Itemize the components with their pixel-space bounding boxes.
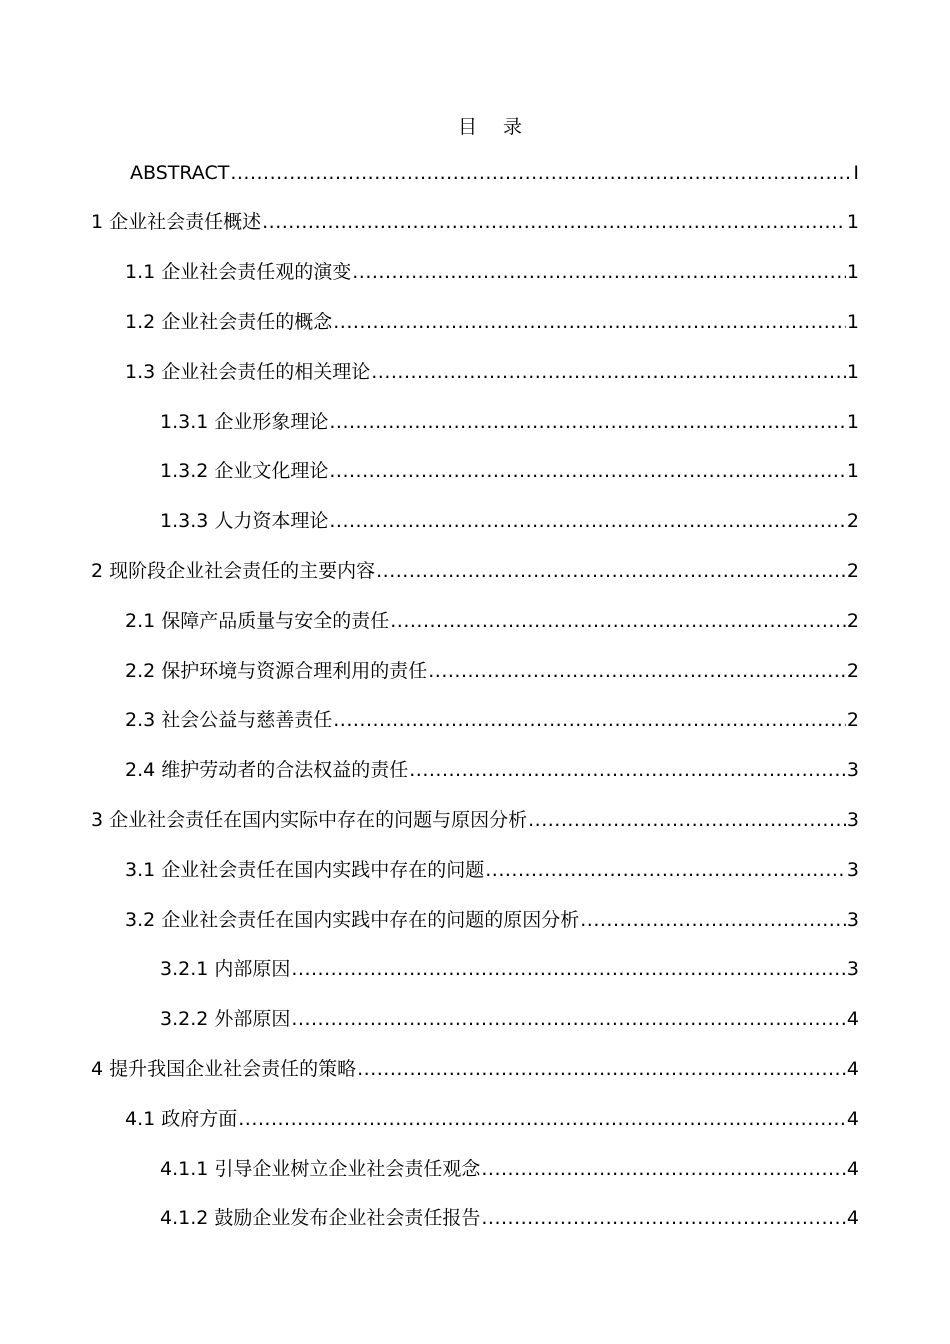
toc-entry-title: 3.2.1 内部原因 — [160, 958, 291, 981]
toc-entry-title: 1.3.1 企业形象理论 — [160, 410, 329, 433]
toc-entry-title: 3.2 企业社会责任在国内实践中存在的问题的原因分析 — [125, 908, 580, 931]
toc-leader-dots — [371, 363, 846, 382]
toc-leader-dots — [580, 911, 846, 930]
toc-entry[interactable] — [160, 1194, 859, 1244]
toc-entry-page-number: 2 — [846, 609, 859, 632]
toc-entry[interactable] — [125, 895, 859, 945]
toc-entry-page-number: 3 — [846, 808, 859, 831]
toc-entry-page-number: I — [853, 161, 859, 184]
toc-leader-dots — [238, 1110, 846, 1129]
toc-entry[interactable] — [125, 297, 859, 347]
toc-entry[interactable] — [125, 347, 859, 397]
toc-leader-dots — [481, 1209, 846, 1228]
toc-leader-dots — [333, 711, 846, 730]
toc-leader-dots — [230, 164, 852, 183]
toc-leader-dots — [329, 512, 846, 531]
toc-entry-page-number: 4 — [846, 1107, 859, 1130]
toc-leader-dots — [352, 263, 846, 282]
toc-leader-dots — [329, 413, 846, 432]
toc-entry-title: 3.2.2 外部原因 — [160, 1008, 291, 1031]
toc-entry[interactable] — [130, 148, 859, 198]
toc-entry-title: 3.1 企业社会责任在国内实践中存在的问题 — [125, 858, 485, 881]
toc-leader-dots — [409, 761, 846, 780]
toc-entry-page-number: 1 — [846, 261, 859, 284]
toc-entry[interactable] — [125, 845, 859, 895]
toc-entry-page-number: 1 — [846, 360, 859, 383]
toc-entry-title: 2.2 保护环境与资源合理利用的责任 — [125, 659, 428, 682]
toc-entry[interactable] — [160, 995, 859, 1045]
toc-entry[interactable] — [91, 795, 859, 845]
toc-leader-dots — [291, 1010, 846, 1029]
toc-entry-title: 2.3 社会公益与慈善责任 — [125, 709, 333, 732]
toc-entry[interactable] — [160, 447, 859, 497]
toc-entry-page-number: 2 — [846, 559, 859, 582]
toc-entry-title: 1.3 企业社会责任的相关理论 — [125, 360, 371, 383]
toc-entry[interactable] — [125, 696, 859, 746]
toc-entry[interactable] — [160, 497, 859, 547]
toc-entry-title: 4.1 政府方面 — [125, 1107, 238, 1130]
toc-entry-title: 3 企业社会责任在国内实际中存在的问题与原因分析 — [91, 808, 528, 831]
toc-entry-page-number: 2 — [846, 709, 859, 732]
toc-entry[interactable] — [160, 397, 859, 447]
toc-leader-dots — [485, 861, 846, 880]
toc-entry[interactable] — [160, 1144, 859, 1194]
toc-entry-title: 2 现阶段企业社会责任的主要内容 — [91, 559, 376, 582]
toc-entry-page-number: 1 — [846, 211, 859, 234]
toc-leader-dots — [481, 1160, 846, 1179]
toc-leader-dots — [376, 562, 846, 581]
toc-entry[interactable] — [91, 1044, 859, 1094]
toc-leader-dots — [528, 811, 846, 830]
toc-entry[interactable] — [125, 1094, 859, 1144]
toc-leader-dots — [333, 313, 846, 332]
toc-entry-page-number: 2 — [846, 510, 859, 533]
toc-entry-page-number: 4 — [846, 1207, 859, 1230]
toc-entry[interactable] — [160, 945, 859, 995]
toc-entry-title: 2.4 维护劳动者的合法权益的责任 — [125, 759, 409, 782]
toc-entry-title: 1.3.3 人力资本理论 — [160, 510, 329, 533]
toc-leader-dots — [357, 1060, 846, 1079]
toc-entry-page-number: 3 — [846, 858, 859, 881]
toc-entry-title: ABSTRACT — [130, 161, 230, 184]
toc-entry-page-number: 3 — [846, 958, 859, 981]
toc-entry-page-number: 3 — [846, 759, 859, 782]
toc-entry-title: 1.2 企业社会责任的概念 — [125, 310, 333, 333]
toc-entry[interactable] — [125, 746, 859, 796]
toc-entry-page-number: 2 — [846, 659, 859, 682]
toc-leader-dots — [262, 213, 846, 232]
toc-entry-title: 4.1.2 鼓励企业发布企业社会责任报告 — [160, 1207, 481, 1230]
toc-leader-dots — [291, 960, 846, 979]
toc-leader-dots — [329, 462, 846, 481]
toc-entry[interactable] — [125, 646, 859, 696]
toc-entry-title: 1 企业社会责任概述 — [91, 211, 262, 234]
toc-entry-page-number: 1 — [846, 410, 859, 433]
toc-entry-page-number: 3 — [846, 908, 859, 931]
toc-entry-page-number: 4 — [846, 1008, 859, 1031]
toc-entry[interactable] — [91, 546, 859, 596]
toc-entry[interactable] — [125, 596, 859, 646]
toc-entry-page-number: 4 — [846, 1057, 859, 1080]
toc-entry-title: 1.3.2 企业文化理论 — [160, 460, 329, 483]
toc-title: 目 录 — [457, 116, 533, 138]
toc-leader-dots — [428, 662, 846, 681]
toc-entry-title: 2.1 保障产品质量与安全的责任 — [125, 609, 390, 632]
toc-entry-page-number: 4 — [846, 1157, 859, 1180]
toc-entry-title: 4 提升我国企业社会责任的策略 — [91, 1057, 357, 1080]
toc-entry[interactable] — [125, 248, 859, 298]
toc-entry[interactable] — [91, 198, 859, 248]
toc-entry-title: 1.1 企业社会责任观的演变 — [125, 261, 352, 284]
toc-leader-dots — [390, 612, 846, 631]
toc-entry-page-number: 1 — [846, 460, 859, 483]
toc-entry-title: 4.1.1 引导企业树立企业社会责任观念 — [160, 1157, 481, 1180]
toc-entry-page-number: 1 — [846, 310, 859, 333]
